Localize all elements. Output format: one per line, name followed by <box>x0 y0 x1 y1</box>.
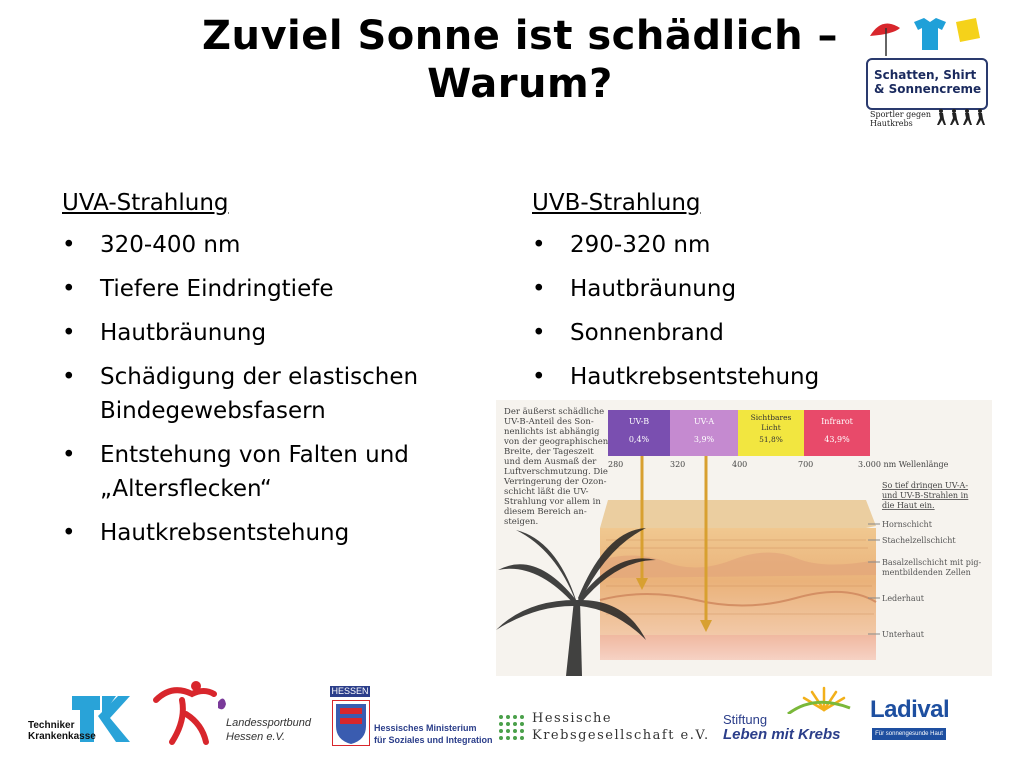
uva-list <box>62 228 482 550</box>
band-percent: 3,9% <box>693 435 715 444</box>
skin-layer-label: Stachelzellschicht <box>882 536 956 545</box>
sponsor-logos <box>0 680 1024 768</box>
list-item: • Entstehung von Falten und „Altersflecken“ <box>62 438 482 506</box>
caption-line: Strahlung vor allem in <box>504 497 601 507</box>
uva-heading: UVA-Strahlung <box>62 190 229 216</box>
umbrella-shirt-icon <box>864 14 990 60</box>
hkg-label <box>532 710 710 744</box>
logo-sub-2: Hautkrebs <box>870 119 913 128</box>
caption-line: nenlichts ist abhängig <box>504 427 600 437</box>
caption-line: Verringerung der Ozon- <box>504 477 607 487</box>
band-label: Licht <box>761 423 781 432</box>
schatten-shirt-logo <box>864 14 990 126</box>
slide-title: Zuviel Sonne ist schädlich – Warum? <box>201 13 839 107</box>
lsb-line-1: Landessportbund <box>226 717 312 729</box>
wavelength-axis <box>608 460 949 469</box>
skin-layer-label: Basalzellschicht mit pig- <box>882 558 982 567</box>
list-item: • Schädigung der elastischen Bindegewebsfasern <box>62 360 482 428</box>
illustration-caption <box>503 407 609 527</box>
uvb-heading: UVB-Strahlung <box>532 190 701 216</box>
hessen-ministry-logo <box>330 686 493 746</box>
list-item: • Hautkrebsentstehung <box>62 516 482 550</box>
band-percent: 43,9% <box>824 435 850 444</box>
band-label: UV-B <box>628 417 650 426</box>
skin-layer-label: Hornschicht <box>882 520 932 529</box>
caption-line: schicht läßt die UV- <box>504 487 589 497</box>
wavelength-tick: 400 <box>732 460 748 469</box>
stiftung-label <box>723 712 841 742</box>
band-percent: 0,4% <box>628 435 650 444</box>
skin-illustration <box>496 400 992 676</box>
list-item: • Hautkrebsentstehung <box>532 360 872 394</box>
spectrum-bands <box>608 410 870 456</box>
lsb-label <box>226 716 311 744</box>
lsb-figure-icon <box>152 680 232 746</box>
wavelength-tick: 3.000 nm Wellenlänge <box>858 460 949 469</box>
list-item: • Hautbräunung <box>62 316 482 350</box>
caption-line: Der äußerst schädliche <box>504 407 605 417</box>
uvb-list <box>532 228 872 394</box>
skin-layer-label: Lederhaut <box>882 594 925 603</box>
stiftung-line-1: Stiftung <box>723 712 768 727</box>
logo-box <box>866 58 988 110</box>
band-label: UV-A <box>693 417 715 426</box>
stiftung-sun-icon <box>784 684 854 714</box>
runners-icon <box>936 108 988 126</box>
depth-note-line: die Haut ein. <box>882 501 935 510</box>
stiftung-line-2: Leben mit Krebs <box>723 726 841 743</box>
ministry-line-2: für Soziales und Integration <box>374 735 493 745</box>
depth-note-line: So tief dringen UV-A- <box>882 481 969 490</box>
list-item: • Tiefere Eindringtiefe <box>62 272 482 306</box>
tk-line-1: Techniker <box>28 720 75 731</box>
hkg-line-1: Hessische <box>532 711 613 726</box>
list-item: • Sonnenbrand <box>532 316 872 350</box>
band-label: Sichtbares <box>750 413 792 422</box>
caption-line: UV-B-Anteil des Son- <box>504 417 594 427</box>
hkg-dots-icon <box>498 714 526 742</box>
caption-line: und dem Ausmaß der <box>504 457 597 467</box>
lsb-line-2: Hessen e.V. <box>226 731 286 743</box>
wavelength-tick: 700 <box>798 460 814 469</box>
caption-line: Breite, der Tageszeit <box>504 447 594 457</box>
band-label: Infrarot <box>821 417 853 426</box>
caption-line: steigen. <box>504 517 539 527</box>
uva-column <box>62 186 482 560</box>
ladival-name: Ladival <box>870 696 950 723</box>
hessen-crest-icon <box>332 700 370 746</box>
tk-line-2: Krankenkasse <box>28 731 96 742</box>
depth-note-line: und UV-B-Strahlen in <box>882 491 969 500</box>
hessen-ministry-name <box>374 722 493 746</box>
hkg-line-2: Krebsgesellschaft e.V. <box>532 728 710 743</box>
tk-label <box>28 720 96 742</box>
uvb-column <box>532 186 872 404</box>
logo-line-2: & Sonnencreme <box>874 82 982 96</box>
logo-sub-1: Sportler gegen <box>870 110 931 119</box>
band-percent: 51,8% <box>759 435 783 444</box>
caption-line: Luftverschmutzung. Die <box>504 467 608 477</box>
ladival-logo <box>870 696 948 744</box>
ministry-line-1: Hessisches Ministerium <box>374 723 477 733</box>
depth-note <box>882 481 968 510</box>
caption-line: von der geographischen <box>504 437 609 447</box>
logo-line-1: Schatten, Shirt <box>874 68 977 82</box>
list-item: • 290-320 nm <box>532 228 872 262</box>
skin-layer-label: Unterhaut <box>882 630 924 639</box>
hessen-label: HESSEN <box>331 686 369 696</box>
logo-subtitle <box>870 110 931 128</box>
list-item: • Hautbräunung <box>532 272 872 306</box>
ladival-tagline: Für sonnengesunde Haut <box>872 728 946 740</box>
skin-layer-label: mentbildenden Zellen <box>882 568 971 577</box>
wavelength-tick: 320 <box>670 460 686 469</box>
skin-layer-labels <box>868 520 982 639</box>
list-item: • 320-400 nm <box>62 228 482 262</box>
caption-line: diesem Bereich an- <box>504 507 587 517</box>
wavelength-tick: 280 <box>608 460 624 469</box>
